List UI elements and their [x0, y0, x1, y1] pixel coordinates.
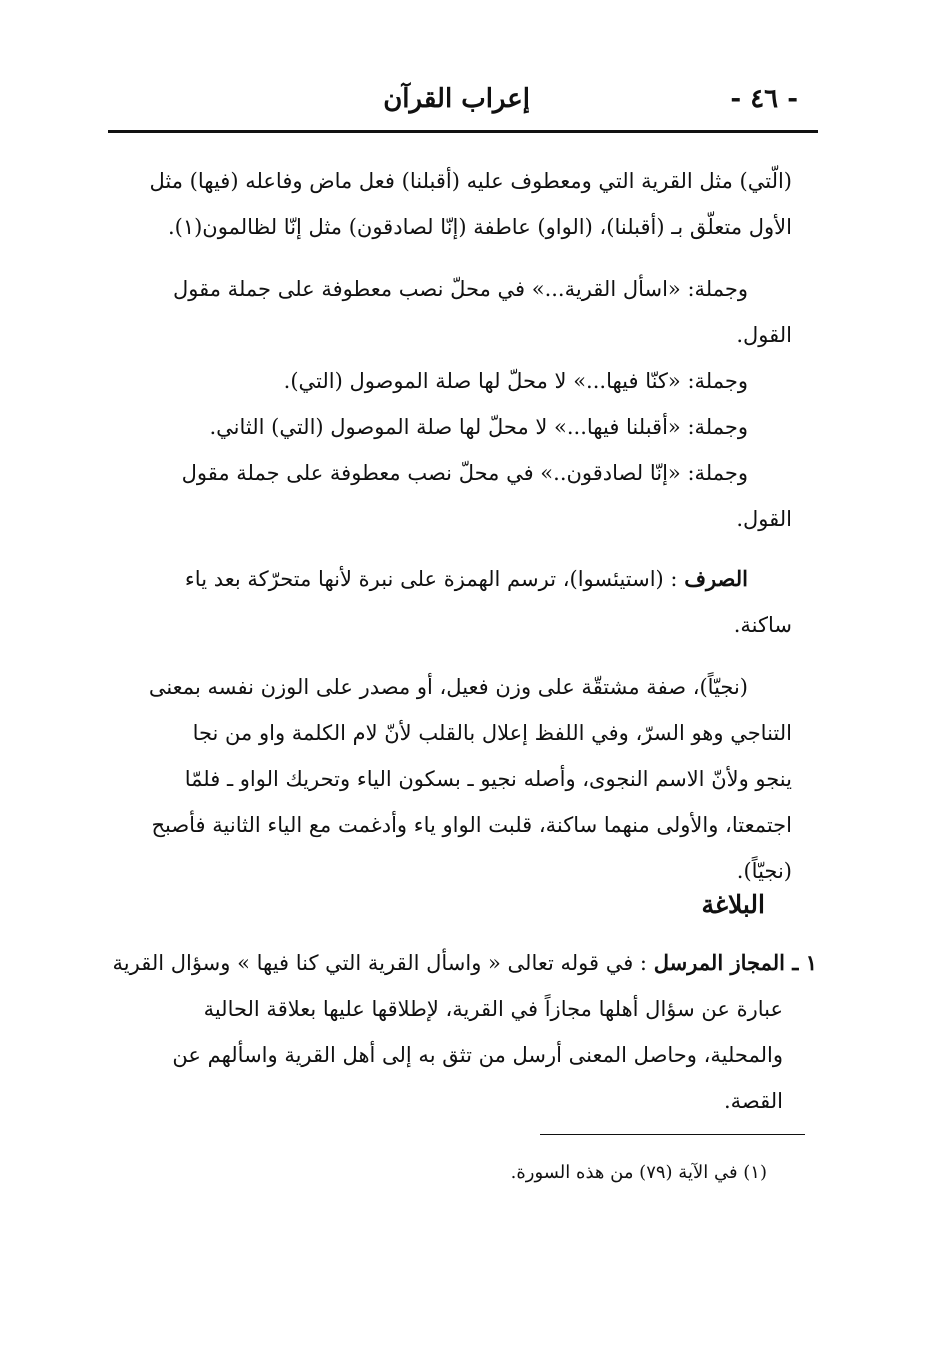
- text-line: (نجيّاً)، صفة مشتقّة على وزن فعيل، أو مصدر على الوزن نفسه بمعنى: [148, 675, 748, 699]
- text-line: وجملة: «اسأل القرية...» في محلّ نصب معطوفة على جملة مقول: [173, 277, 748, 301]
- balagha-label: ١ ـ المجاز المرسل: [653, 950, 817, 975]
- paragraph-balagha: [112, 940, 817, 1124]
- paragraph-jumla-1: [112, 266, 792, 358]
- text-line: والمحلية، وحاصل المعنى أرسل من تثق به إلى أهل القرية واسألهم عن: [172, 1043, 783, 1067]
- footnote-divider: [540, 1134, 805, 1135]
- balagha-text: : في قوله تعالى « واسأل القرية التي كنا فيها » وسؤال القرية: [112, 951, 648, 975]
- text-line: وجملة: «كنّا فيها...» لا محلّ لها صلة الموصول (التي).: [283, 369, 748, 393]
- text-line: (نجيّاً).: [736, 859, 792, 883]
- page-number: - ٤٦ -: [730, 84, 798, 114]
- paragraph-najiyya: [112, 664, 792, 894]
- text-line: وجملة: «إنّا لصادقون..» في محلّ نصب معطوفة على جملة مقول: [181, 461, 748, 485]
- text-line: القول.: [736, 507, 792, 531]
- text-line: الأول متعلّق بـ (أقبلنا)، (الواو) عاطفة (إنّا لصادقون) مثل إنّا لظالمون(١).: [167, 215, 792, 239]
- text-line: [112, 940, 817, 986]
- paragraph-allati: [112, 158, 792, 250]
- paragraph-jumla-2: [112, 358, 792, 404]
- sarf-label: الصرف: [684, 566, 748, 591]
- paragraph-jumla-3: [112, 404, 792, 450]
- text-line: ينجو ولأنّ الاسم النجوى، وأصله نجيو ـ بسكون الياء وتحريك الواو ـ فلمّا: [184, 767, 792, 791]
- header-divider: [108, 130, 818, 133]
- book-title: إعراب القرآن: [383, 84, 530, 114]
- footnote: (١) في الآية (٧٩) من هذه السورة.: [510, 1162, 767, 1183]
- text-line: اجتمعتا، والأولى منهما ساكنة، قلبت الواو ياء وأدغمت مع الياء الثانية فأصبح: [151, 813, 792, 837]
- section-heading-balagha: البلاغة: [701, 890, 765, 919]
- page-header: [108, 84, 818, 124]
- sarf-text: : (استيئسوا)، ترسم الهمزة على نبرة لأنها متحرّكة بعد ياء: [184, 567, 678, 591]
- text-line: التناجي وهو السرّ، وفي اللفظ إعلال بالقلب لأنّ لام الكلمة واو من نجا: [192, 721, 792, 745]
- text-line: (الّتي) مثل القرية التي ومعطوف عليه (أقبلنا) فعل ماض وفاعله (فيها) مثل: [149, 169, 792, 193]
- text-line: القول.: [736, 323, 792, 347]
- text-line: [112, 556, 792, 602]
- text-line: القصة.: [723, 1089, 783, 1113]
- text-line: عبارة عن سؤال أهلها مجازاً في القرية، لإطلاقها عليها بعلاقة الحالية: [203, 997, 783, 1021]
- paragraph-sarf: [112, 556, 792, 648]
- paragraph-jumla-4: [112, 450, 792, 542]
- text-line: ساكنة.: [733, 613, 792, 637]
- text-line: وجملة: «أقبلنا فيها...» لا محلّ لها صلة الموصول (التي) الثاني.: [209, 415, 748, 439]
